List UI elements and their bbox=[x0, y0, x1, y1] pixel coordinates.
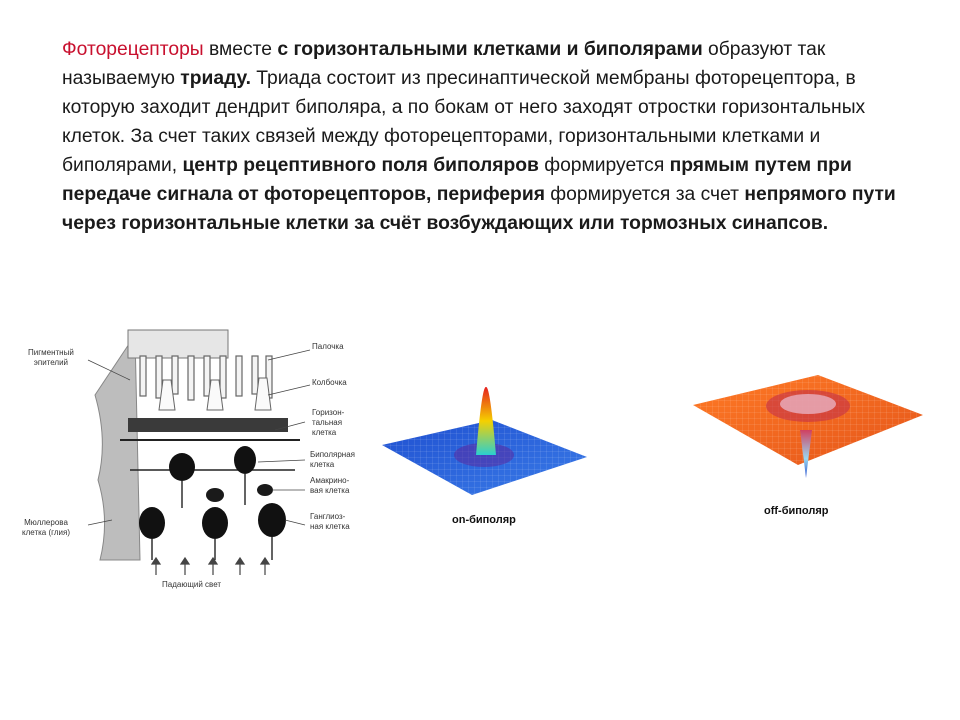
text-run: формируется bbox=[538, 155, 670, 176]
label-cone: Колбочка bbox=[312, 378, 347, 387]
text-run: вместе bbox=[203, 39, 278, 60]
rods bbox=[140, 356, 272, 400]
label-ganglion-cell: Ганглиоз- ная клетка bbox=[310, 512, 350, 531]
text-run: формируется за счет bbox=[544, 184, 745, 205]
ganglion-cells bbox=[139, 503, 286, 539]
amacrine-cells bbox=[206, 484, 273, 502]
label-bipolar-cell: Биполярная клетка bbox=[310, 450, 355, 469]
term-rf-center: центр рецептивного поля биполяров bbox=[182, 155, 539, 176]
label-horizontal-cell: Горизон- тальная клетка bbox=[312, 408, 345, 437]
bipolar-cells bbox=[169, 446, 256, 481]
outer-plexiform-layer bbox=[128, 418, 288, 432]
off-bipolar-caption: off-биполяр bbox=[764, 505, 829, 517]
term-direct-path: прямым путем при передаче сигнала от фоторецепторов, периферия bbox=[62, 155, 852, 205]
label-muller-cell: Мюллерова клетка (глия) bbox=[22, 518, 70, 537]
muller-glia-shape bbox=[95, 335, 140, 560]
label-rod: Палочка bbox=[312, 342, 344, 351]
term-horizontal-bipolar: с горизонтальными клетками и биполярами bbox=[277, 39, 703, 60]
text-run: Триада состоит из пресинаптической мембраны фоторецептора, в которую заходит дендрит биполяра, а по бокам от него заходят отростки горизонтальных клеток. За счет таких связей между фоторецепторами, горизонтальными клетками и биполярами, bbox=[62, 68, 866, 176]
term-triad: триаду. bbox=[180, 68, 251, 89]
light-arrows bbox=[152, 558, 269, 575]
label-incident-light: Падающий свет bbox=[162, 580, 222, 589]
pigment-epithelium bbox=[128, 330, 228, 358]
on-bipolar-caption: on-биполяр bbox=[452, 514, 516, 526]
text-run: образуют так называемую bbox=[62, 39, 826, 89]
label-amacrine-cell: Амакрино- вая клетка bbox=[310, 476, 350, 495]
on-bipolar-surface bbox=[372, 385, 592, 515]
term-indirect-path: непрямого пути через горизонтальные клетки за счёт возбуждающих или тормозных синапсов. bbox=[62, 184, 896, 234]
off-bipolar-surface bbox=[688, 370, 928, 485]
label-pigment-epithelium: Пигментный эпителий bbox=[28, 348, 74, 367]
term-photoreceptors: Фоторецепторы bbox=[62, 39, 204, 60]
